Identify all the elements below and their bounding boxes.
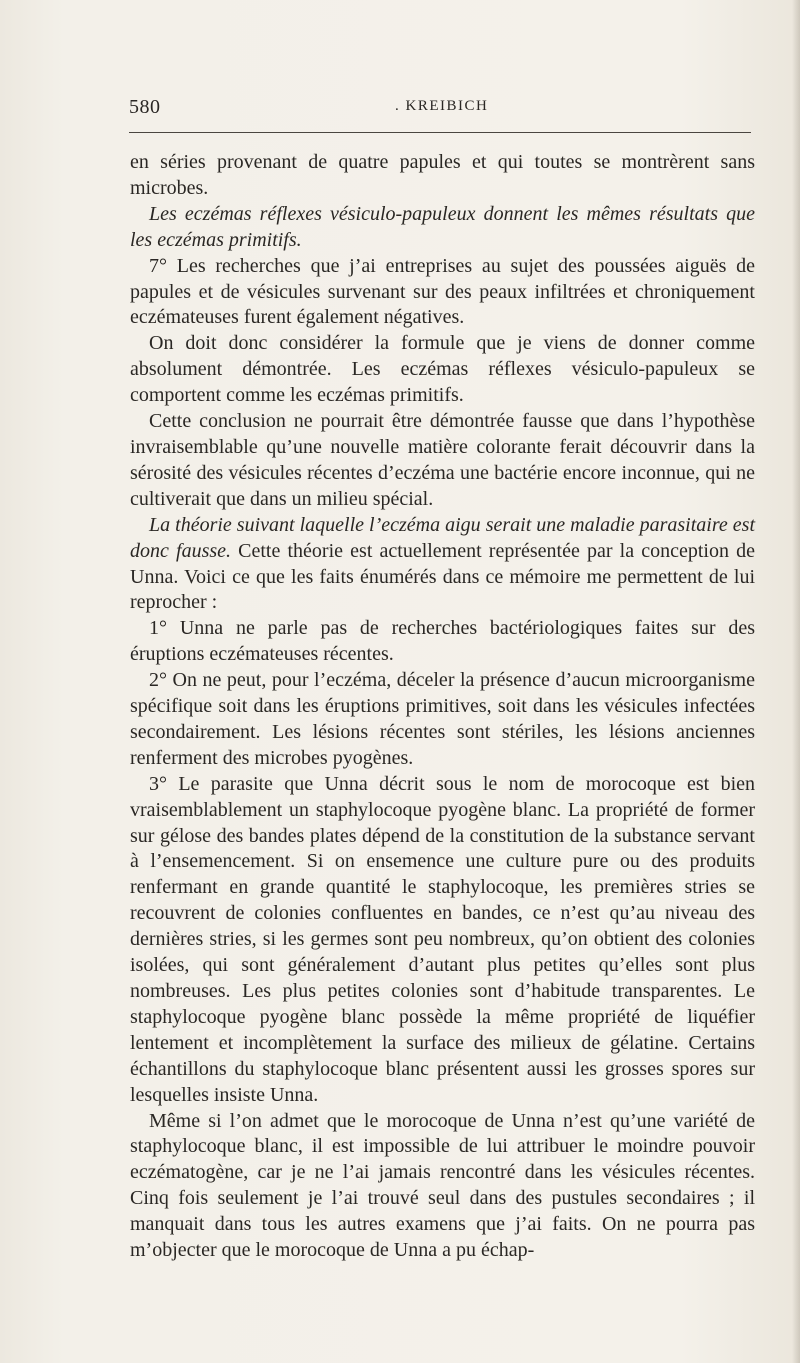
paragraph: 3° Le parasite que Unna décrit sous le nom de morocoque est bien vraisemblablement un staphylocoque pyogène blanc. La propriété de former sur gélose des bandes plates dépend de la constitution de la substance servant à l’ensemencement. Si on ensemence une culture pure ou des produits renfermant en grande quantité le staphylocoque, les premières stries se recouvrent de colonies confluentes en bandes, ce n’est qu’au niveau des dernières stries, si les germes sont peu nombreux, qu’on obtient des colonies isolées, qui sont généralement d’autant plus petites qu’elles sont plus nombreuses. Les plus petites colonies sont d’habitude transparentes. Le staphylocoque pyogène blanc possède la même propriété de liquéfier lentement et incomplètement la surface des milieux de gélatine. Certains échantillons du staphylocoque blanc présentent aussi les grosses spores sur lesquelles insiste Unna. bbox=[130, 772, 755, 1106]
italic-statement: La théorie suivant laquelle l’eczéma aigu serait une maladie parasitaire est donc fausse. bbox=[130, 513, 755, 562]
header-rule bbox=[129, 132, 751, 133]
paragraph: On doit donc considérer la formule que je viens de donner comme absolument démontrée. Les eczémas réflexes vésiculo-papuleux se comportent comme les eczémas primitifs. bbox=[130, 332, 755, 407]
paragraph: Les eczémas réflexes vésiculo-papuleux donnent les mêmes résultats que les eczémas primitifs. bbox=[130, 202, 755, 251]
paragraph: 2° On ne peut, pour l’eczéma, déceler la présence d’aucun microorganisme spécifique soit dans les éruptions primitives, soit dans les vésicules infectées secondairement. Les lésions récentes sont stériles, les lésions anciennes renferment des microbes pyogènes. bbox=[130, 669, 755, 769]
page-number: 580 bbox=[129, 96, 161, 118]
page-header bbox=[129, 96, 753, 120]
paragraph-continuation: Cette théorie est actuellement représentée par la conception de Unna. Voici ce que les faits énumérés dans ce mémoire me permettent de lui reprocher : bbox=[130, 539, 755, 614]
paragraph: 7° Les recherches que j’ai entreprises au sujet des poussées aiguës de papules et de vésicules survenant sur des peaux infiltrées et chroniquement eczémateuses furent également négatives. bbox=[130, 254, 755, 329]
page-edge-shadow bbox=[792, 0, 800, 1363]
paragraph: Même si l’on admet que le morocoque de Unna n’est qu’une variété de staphylocoque blanc, il est impossible de lui attribuer le moindre pouvoir eczématogène, car je ne l’ai jamais rencontré dans les vésicules récentes. Cinq fois seulement je l’ai trouvé seul dans des pustules secondaires ; il manquait dans tous les autres examens que j’ai faits. On ne pourra pas m’objecter que le morocoque de Unna a pu échap- bbox=[130, 1109, 755, 1262]
paragraph: en séries provenant de quatre papules et qui toutes se montrèrent sans microbes. bbox=[130, 151, 755, 199]
paragraph: 1° Unna ne parle pas de recherches bactériologiques faites sur des éruptions eczémateuses récentes. bbox=[130, 617, 755, 666]
body-text bbox=[130, 150, 755, 1264]
paragraph bbox=[130, 513, 755, 617]
running-head: . KREIBICH bbox=[395, 98, 489, 114]
paragraph: Cette conclusion ne pourrait être démontrée fausse que dans l’hypothèse invraisemblable qu’une nouvelle matière colorante ferait découvrir dans la sérosité des vésicules récentes d’eczéma une bactérie encore inconnue, qui ne cultiverait que dans un milieu spécial. bbox=[130, 410, 755, 510]
